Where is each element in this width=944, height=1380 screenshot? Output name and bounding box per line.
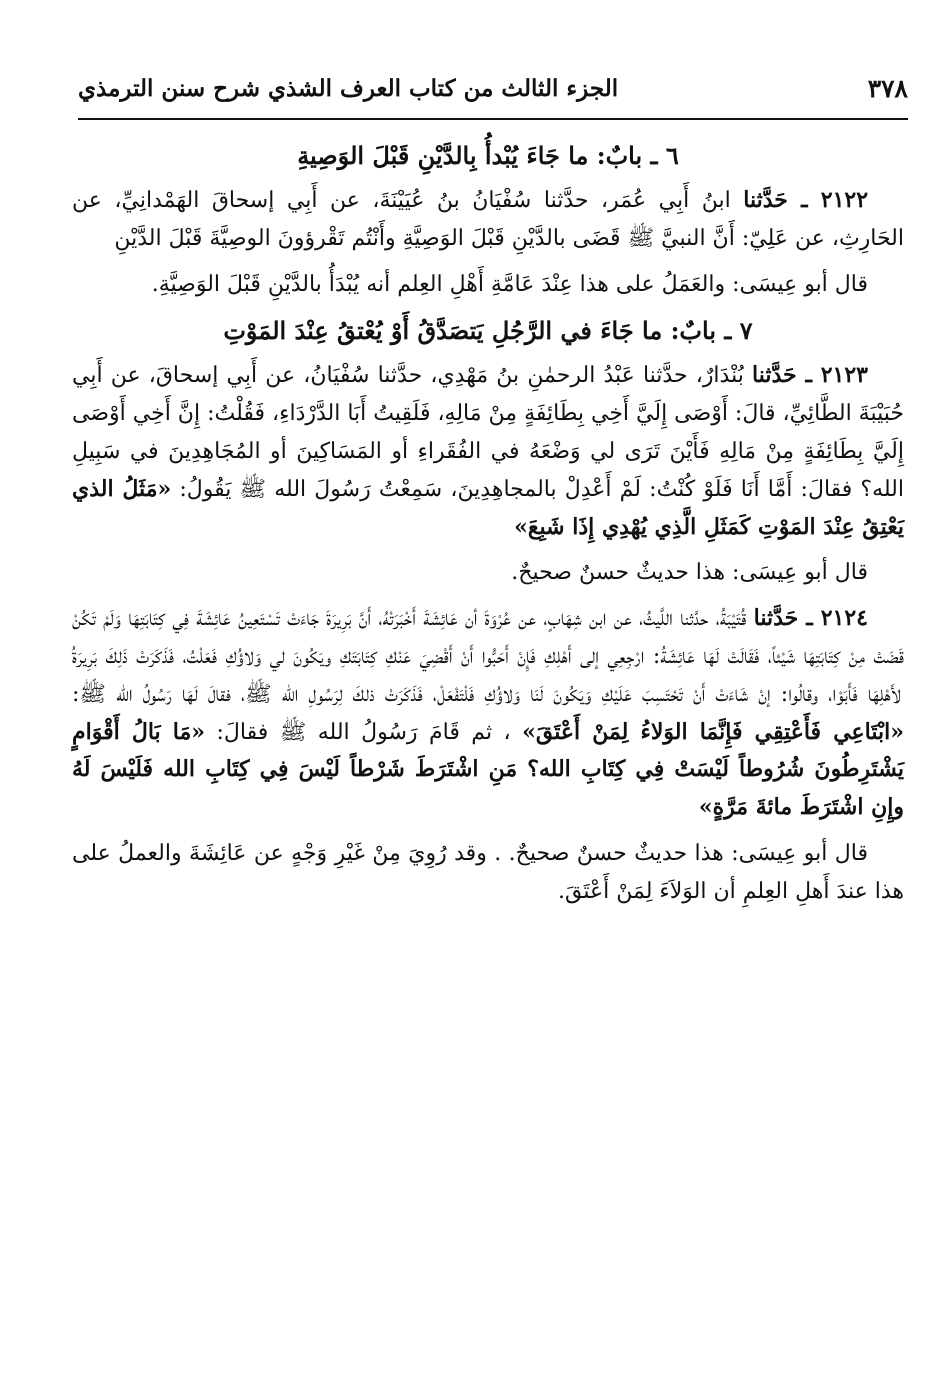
book-title: الجزء الثالث من كتاب العرف الشذي شرح سنن الترمذي	[78, 74, 619, 102]
hadith-2123	[72, 357, 904, 546]
author-note: قال أبو عِيسَى: هذا حديثٌ حسنٌ صحيحٌ. . وقد رُوِيَ مِنْ غَيْرِ وَجْهٍ عن عَائِشَةَ والعملُ على هذا عندَ أَهلِ العِلمِ أن الوَلاَءَ لِمَنْ أَعْتَقَ.	[72, 840, 904, 904]
hadith-number: ٢١٢٢ ـ حَدَّثنا	[743, 187, 869, 213]
chapter-heading-6: ٦ ـ بابٌ: ما جَاءَ يُبْدأُ بِالدَّيْنِ قَبْلَ الوَصِيةِ	[297, 141, 679, 170]
hadith-text: بُنْدَارٌ، حدَّثنا عَبْدُ الرحمٰنِ بنُ مَهْدِي، حدَّثنا سُفْيَانُ، عن أَبِي إسحاقَ، عن أَبِي حُبَيْبَةَ الطَّائِيِّ، قالَ: أَوْصَى إِلَيَّ أَخِي بِطَائِفَةٍ مِنْ مَالِهِ، فَلَقِيتُ أَبَا الدَّرْدَاءِ، فَقُلْتُ: إِنَّ أَخِي أَوْصَى إِلَيَّ بِطَائِفَةٍ مِنْ مَالِهِ فَأَيْنَ تَرَى لي وَضْعَهُ في الفُقَراءِ أو المَسَاكِينَ أو المُجَاهِدِينَ في سَبِيلِ الله؟ فقالَ: أَمَّا أَنَا فَلَوْ كُنْتُ: لَمْ أَعْدِلْ بالمجاهِدِينَ، سَمِعْتُ رَسُولَ الله ﷺ يَقُولُ:	[72, 363, 905, 502]
author-note: قال أبو عِيسَى: والعَمَلُ على هذا عِنْدَ عَامَّةِ أَهْلِ العِلم أنه يُبْدَأُ بالدَّيْنِ قَبْلَ الوَصِيَّةِ.	[151, 271, 868, 297]
prophetic-quote: «مَا بَالُ أَقْوَامٍ يَشْتَرِطُونَ شُرُوطاً لَيْسَتْ فِي كِتَابِ الله؟ مَنِ اشْتَرَطَ شَرْطاً لَيْسَ فِي كِتَابِ الله فَلَيْسَ لَهُ وإِنِ اشْتَرَطَ مائةَ مَرَّةٍ»	[72, 718, 904, 821]
prophetic-quote: «ابْتَاعِي فَأَعْتِقِي فَإِنَّمَا الوَلاءُ لِمَنْ أَعْتَقَ»	[522, 718, 904, 745]
hadith-text: ابنُ أَبِي عُمَر، حدَّثنا سُفْيَانُ بنُ عُيَيْنَةَ، عن أَبِي إسحاقَ الهَمْدانِيِّ، عن الحَارِثِ، عن عَلِيّ: أَنَّ النبيَّ ﷺ قَضَى بالدَّيْنِ قَبْلَ الوَصِيَّةِ وأَنْتُم تَقْرؤونَ الوصِيَّةَ قَبْلَ الدَّيْنِ	[72, 188, 904, 251]
running-header	[78, 62, 908, 114]
hadith-number: ٢١٢٤ ـ حَدَّثنا	[753, 605, 868, 632]
hadith-text: قُتَيْبَةُ، حدَّثنا اللَّيثُ، عن ابن شِهَابٍ، عن عُرْوَةَ أن عَائِشَةَ أَخْبَرَتْهُ، أَنَّ بَرِيرَةَ جَاءَتْ تَسْتَعِينُ عَائِشَةَ فِي كِتَابَتِهَا وَلَمْ تَكُنْ قَضَتْ مِنْ كِتَابَتِهَا شَيْئاً، فَقَالَتْ لَهَا عَائِشَةُ: ارْجِعِي إلى أَهْلِكِ فَإِنْ أَحَبُّوا أَنْ أَقْضِيَ عَنْكِ كِتَابَتَكِ ويَكُونَ لي وَلاؤُكِ فَعَلْتُ، فَذَكَرَتْ ذَلِكَ بَرِيرَةُ لأَهْلِهَا فَأَبَوْا، وقالُوا: إنْ شَاءَتْ أَنْ تَحْتَسِبَ عَلَيْكِ وَيَكُونَ لَنَا وَلاؤُكِ فَلْتَفْعَلْ، فَذَكَرَتْ ذلكَ لِرَسُولِ الله ﷺ، فقالَ لَهَا رَسُولُ الله ﷺ:	[72, 606, 904, 707]
hadith-2124	[72, 600, 904, 827]
header-rule	[78, 118, 908, 120]
prophetic-quote: «مَثَلُ الذي يَعْتِقُ عِنْدَ المَوْتِ كَمَثَلِ الَّذِي يُهْدِي إِذَا شَبِعَ»	[72, 475, 904, 540]
author-note: قال أبو عِيسَى: هذا حديثٌ حسنٌ صحيحٌ.	[511, 560, 868, 586]
hadith-2122	[72, 182, 904, 258]
hadith-number: ٢١٢٣ ـ حَدَّثنا	[752, 362, 868, 389]
hadith-text: ، ثم قَامَ رَسُولُ الله ﷺ فقالَ:	[205, 719, 511, 745]
page-number: ٣٧٨	[867, 73, 908, 103]
page-body	[72, 130, 904, 919]
chapter-heading-7: ٧ ـ بابٌ: ما جَاءَ في الرَّجُلِ يَتصَدَّقُ أَوْ يُعْتقُ عِنْدَ المَوْتِ	[223, 316, 753, 346]
